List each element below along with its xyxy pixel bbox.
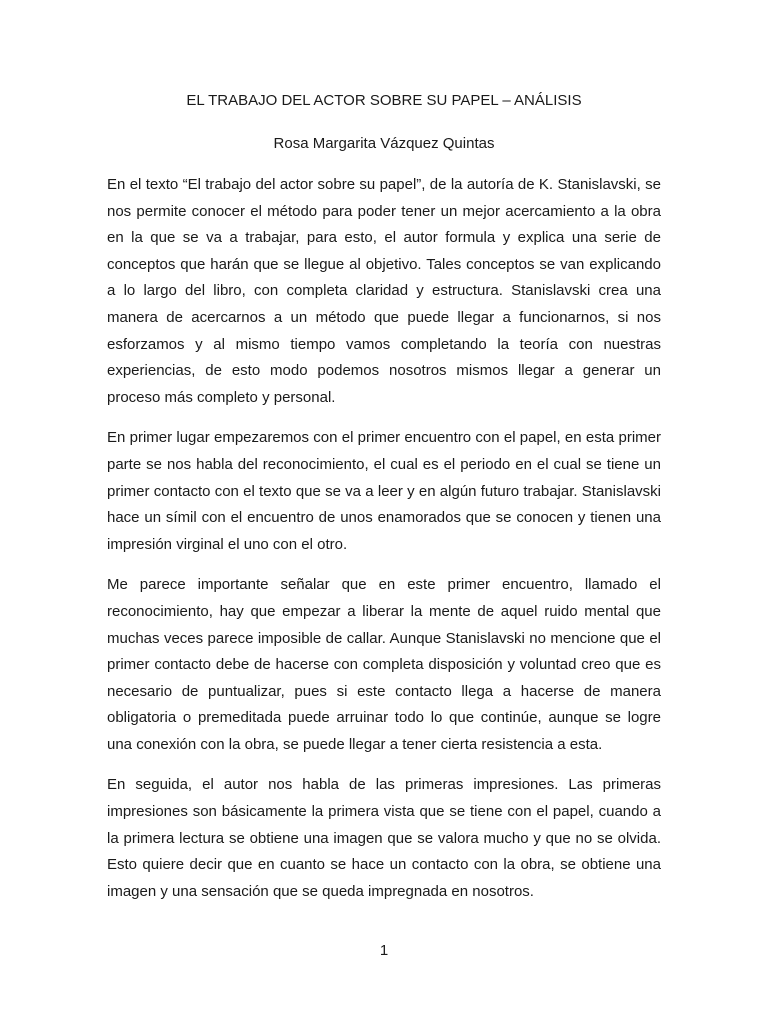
paragraph-4: En seguida, el autor nos habla de las primeras impresiones. Las primeras impresiones son básicamente la primera vista que se tiene con el papel, cuando a la primera lectura se obtiene una imagen que se valora mucho y que no se olvida. Esto quiere decir que en cuanto se hace un contacto con la obra, se obtiene una imagen y una sensación que se queda impregnada en nosotros.	[107, 776, 661, 900]
paragraph-3: Me parece importante señalar que en este primer encuentro, llamado el reconocimiento, hay que empezar a liberar la mente de aquel ruido mental que muchas veces parece imposible de callar. Aunque Stanislavski no mencione que el primer contacto debe de hacerse con completa disposición y voluntad creo que es necesario de puntualizar, pues si este contacto llega a hacerse de manera obligatoria o premeditada puede arruinar todo lo que continúe, aunque se logre una conexión con la obra, se puede llegar a tener cierta resistencia a esta.	[107, 576, 661, 753]
document-title: EL TRABAJO DEL ACTOR SOBRE SU PAPEL – ANÁLISIS	[186, 92, 582, 109]
document-body	[107, 90, 661, 919]
page-number: 1	[379, 942, 389, 959]
paragraph-1: En el texto “El trabajo del actor sobre su papel”, de la autoría de K. Stanislavski, se nos permite conocer el método para poder tener un mejor acercamiento a la obra en la que se va a trabajar, para esto, el autor formula y explica una serie de conceptos que harán que se llegue al objetivo. Tales conceptos se van explicando a lo largo del libro, con completa claridad y estructura. Stanislavski crea una manera de acercarnos a un método que puede llegar a funcionarnos, si nos esforzamos y al mismo tiempo vamos completando la teoría con nuestras experiencias, de esto modo podemos nosotros mismos llegar a generar un proceso más completo y personal.	[107, 176, 661, 406]
paragraph-2: En primer lugar empezaremos con el primer encuentro con el papel, en esta primer parte se nos habla del reconocimiento, el cual es el periodo en el cual se tiene un primer contacto con el texto que se va a leer y en algún futuro trabajar. Stanislavski hace un símil con el encuentro de unos enamorados que se conocen y tienen una impresión virginal el uno con el otro.	[107, 429, 661, 553]
document-author: Rosa Margarita Vázquez Quintas	[273, 135, 495, 152]
